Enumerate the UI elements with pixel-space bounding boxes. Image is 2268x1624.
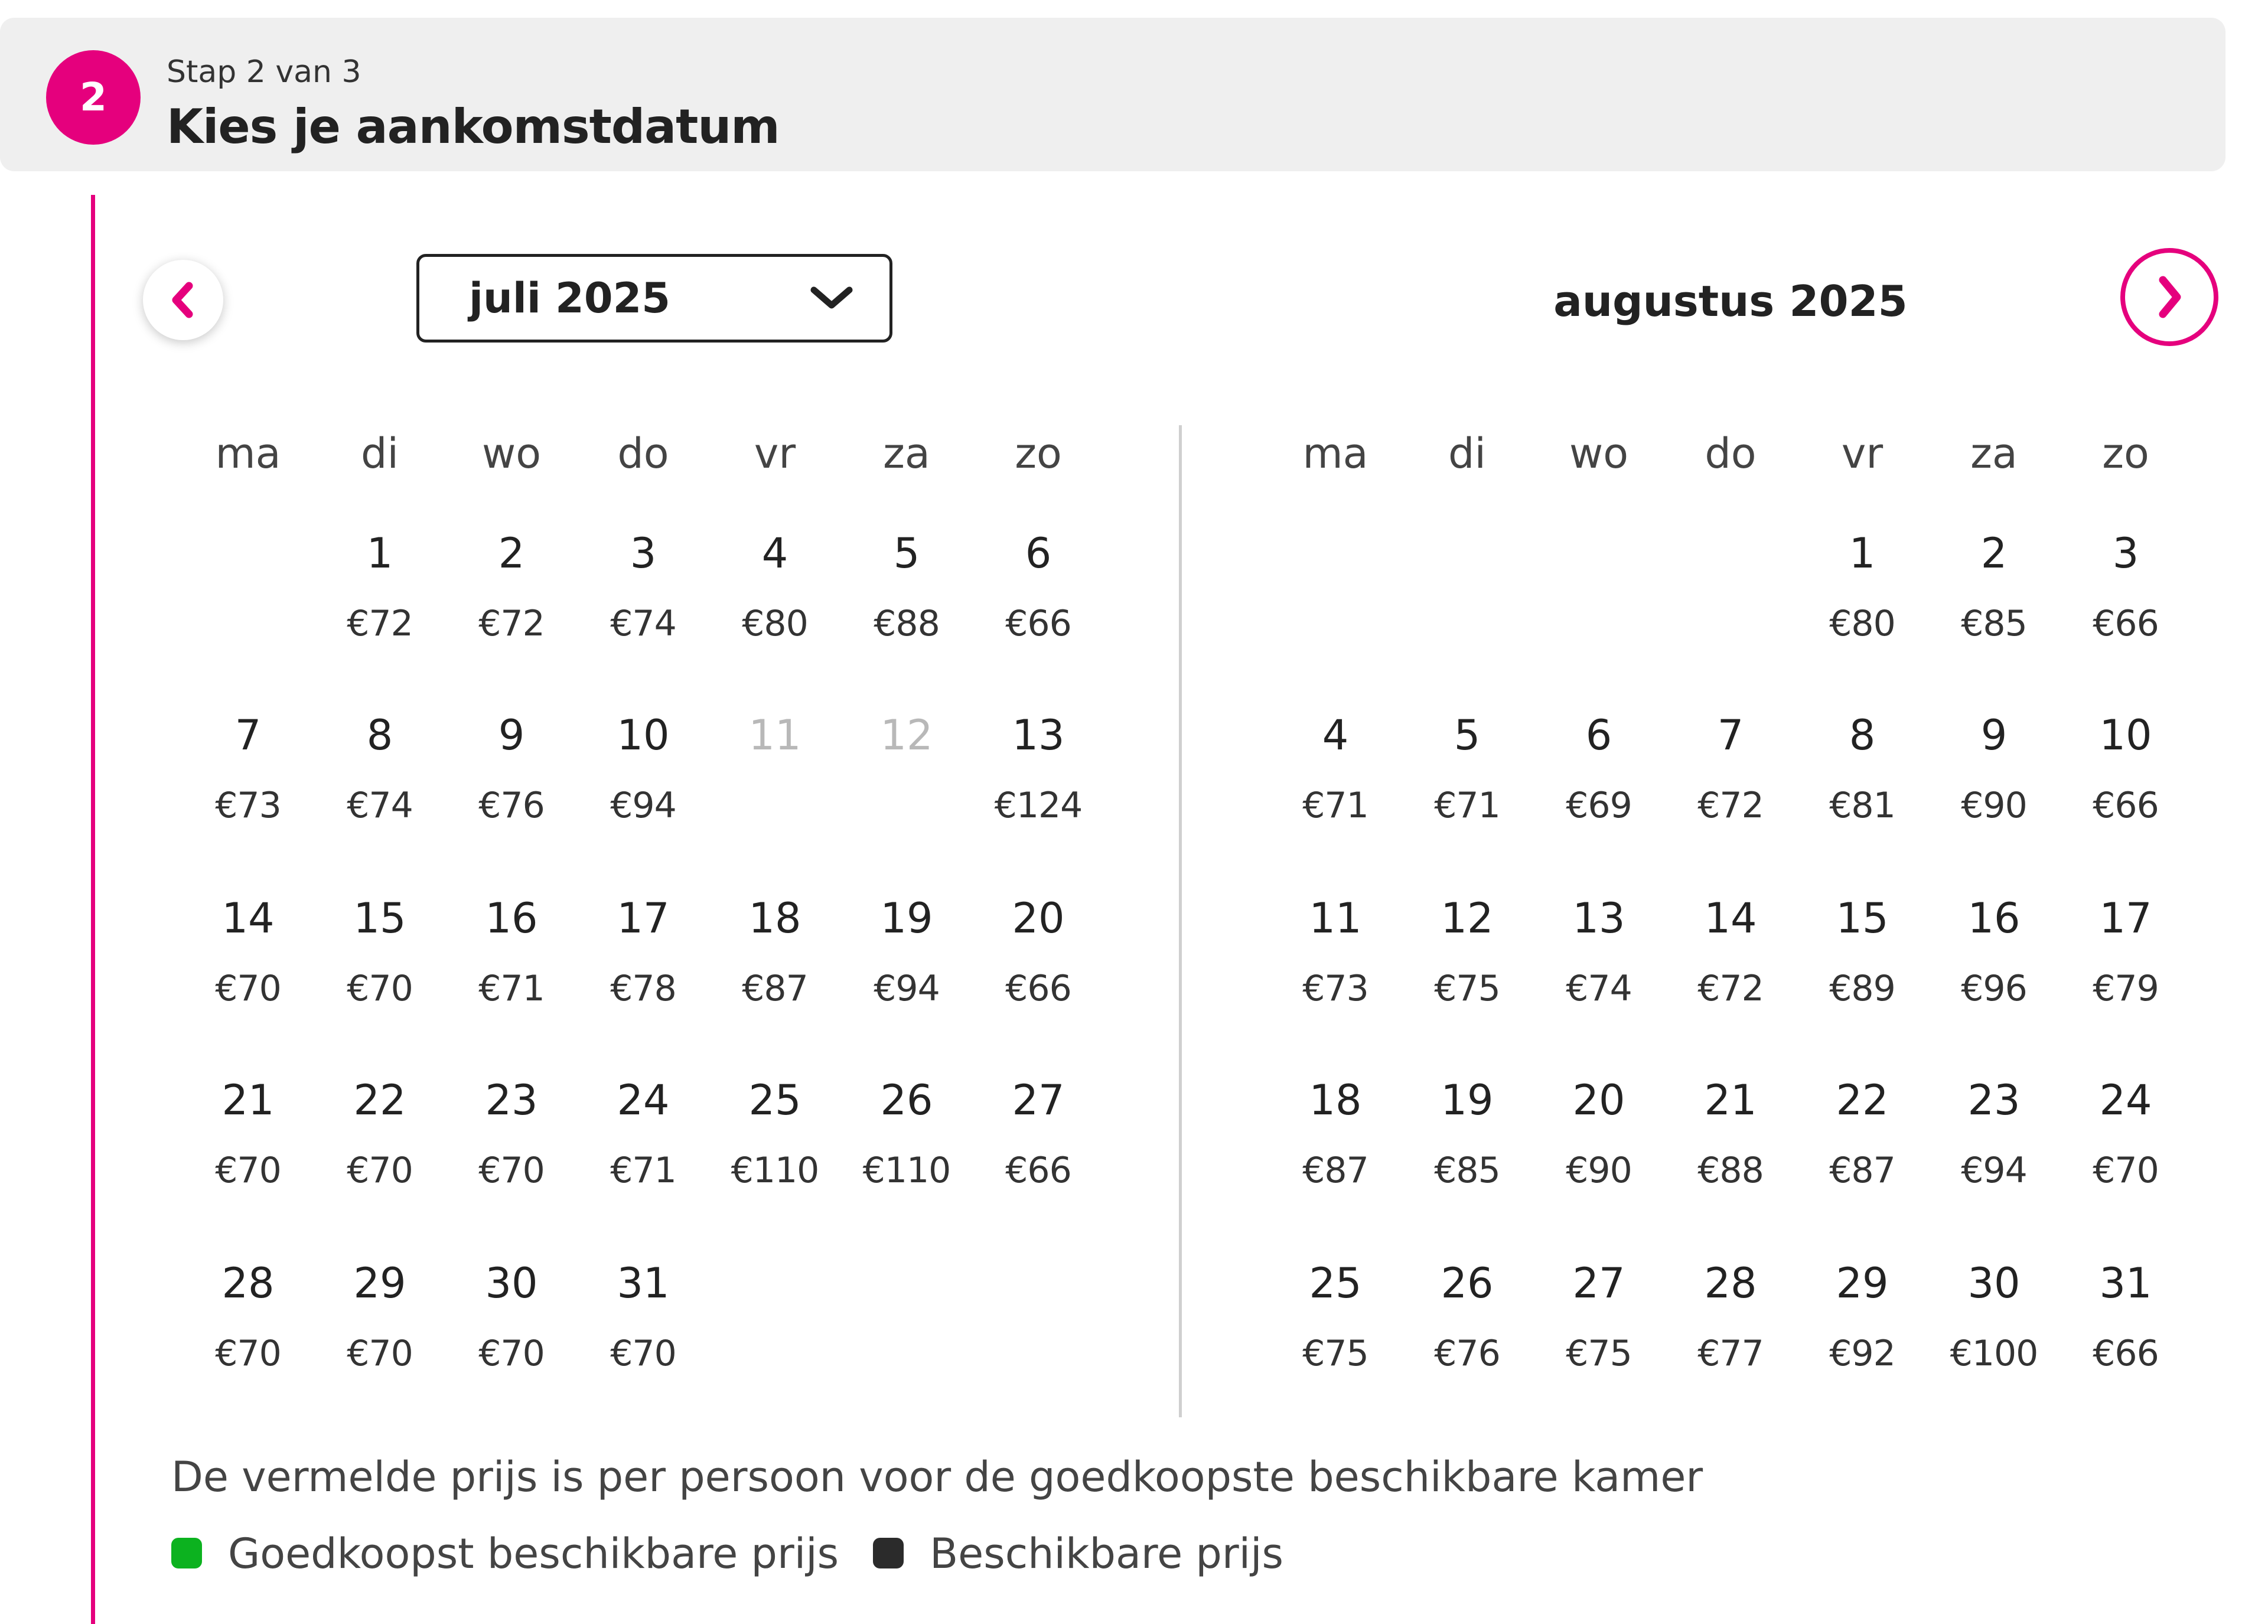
- day-price: €74: [610, 603, 676, 644]
- day-price: €90: [1566, 1150, 1632, 1191]
- calendar-day[interactable]: [842, 892, 972, 1012]
- day-price: €78: [610, 968, 676, 1009]
- day-number: 1: [366, 529, 393, 578]
- calendar-day[interactable]: [1797, 527, 1927, 647]
- day-number: 23: [485, 1076, 538, 1124]
- day-number: 7: [1717, 711, 1744, 759]
- month-divider: [1179, 425, 1182, 1417]
- day-price: €66: [2093, 1333, 2159, 1374]
- day-price: €96: [1961, 968, 2027, 1009]
- day-number: 20: [1012, 894, 1065, 943]
- day-number: 28: [1704, 1259, 1757, 1307]
- day-number: 31: [617, 1259, 670, 1307]
- day-price: €71: [478, 968, 545, 1009]
- next-month-button[interactable]: [2120, 248, 2218, 346]
- calendar-day[interactable]: [315, 1257, 445, 1377]
- calendar-day[interactable]: [1270, 1074, 1400, 1194]
- calendar-day[interactable]: [973, 709, 1103, 829]
- weekday-header: di: [361, 429, 399, 478]
- day-number: 6: [1025, 529, 1052, 578]
- day-number: 10: [617, 711, 670, 759]
- calendar-day[interactable]: [973, 1074, 1103, 1194]
- calendar-day[interactable]: [1666, 1074, 1795, 1194]
- day-number: 11: [748, 711, 801, 759]
- day-number: 15: [1836, 894, 1889, 943]
- legend-cheapest-label: Goedkoopst beschikbare prijs: [228, 1530, 839, 1578]
- day-price: €66: [1005, 968, 1071, 1009]
- calendar-day[interactable]: [2061, 527, 2191, 647]
- calendar-day[interactable]: [1402, 1074, 1532, 1194]
- calendar-day[interactable]: [183, 1074, 313, 1194]
- day-price: €81: [1829, 785, 1895, 826]
- day-number: 21: [221, 1076, 275, 1124]
- day-number: 9: [1980, 711, 2008, 759]
- day-number: 29: [353, 1259, 406, 1307]
- day-number: 15: [353, 894, 406, 943]
- day-number: 12: [880, 711, 933, 759]
- day-number: 18: [1309, 1076, 1362, 1124]
- day-price: €87: [1829, 1150, 1895, 1191]
- day-number: 30: [1967, 1259, 2021, 1307]
- day-number: 19: [1441, 1076, 1494, 1124]
- day-price: €73: [1302, 968, 1368, 1009]
- day-price: €85: [1961, 603, 2027, 644]
- calendar-day[interactable]: [447, 1074, 576, 1194]
- step-header: [0, 18, 2225, 171]
- day-price: €74: [1566, 968, 1632, 1009]
- day-price: €70: [478, 1150, 545, 1191]
- calendar-day[interactable]: [578, 1074, 708, 1194]
- day-number: 26: [880, 1076, 933, 1124]
- calendar-day[interactable]: [1270, 709, 1400, 829]
- weekday-header: do: [617, 429, 669, 478]
- day-number: 30: [485, 1259, 538, 1307]
- calendar-day[interactable]: [1534, 892, 1664, 1012]
- day-price: €87: [742, 968, 808, 1009]
- day-number: 24: [617, 1076, 670, 1124]
- calendar-day[interactable]: [447, 527, 576, 647]
- day-number: 11: [1309, 894, 1362, 943]
- day-price: €71: [1434, 785, 1500, 826]
- day-price: €80: [1829, 603, 1895, 644]
- available-price-swatch: [873, 1538, 904, 1568]
- price-legend: [171, 1530, 1283, 1578]
- day-number: 23: [1967, 1076, 2021, 1124]
- day-number: 12: [1441, 894, 1494, 943]
- calendar-day[interactable]: [1270, 892, 1400, 1012]
- day-number: 14: [1704, 894, 1757, 943]
- calendar-day[interactable]: [1534, 1074, 1664, 1194]
- calendar-day[interactable]: [1534, 1257, 1664, 1377]
- day-price: €85: [1434, 1150, 1500, 1191]
- calendar-day[interactable]: [1666, 1257, 1795, 1377]
- day-price: €70: [478, 1333, 545, 1374]
- day-number: 13: [1572, 894, 1625, 943]
- day-number: 29: [1836, 1259, 1889, 1307]
- day-number: 2: [498, 529, 525, 578]
- day-number: 5: [893, 529, 920, 578]
- cheapest-price-swatch: [171, 1538, 202, 1568]
- calendar-day[interactable]: [183, 709, 313, 829]
- calendar-day[interactable]: [710, 527, 840, 647]
- day-price: €66: [2093, 603, 2159, 644]
- calendar-day[interactable]: [1929, 1257, 2059, 1377]
- day-number: 1: [1849, 529, 1876, 578]
- day-number: 3: [2112, 529, 2139, 578]
- day-number: 4: [761, 529, 788, 578]
- price-note: De vermelde prijs is per persoon voor de goedkoopste beschikbare kamer: [171, 1453, 1703, 1501]
- calendar-day[interactable]: [973, 527, 1103, 647]
- day-price: €70: [215, 968, 281, 1009]
- chevron-down-icon: [808, 283, 855, 312]
- day-price: €87: [1302, 1150, 1368, 1191]
- weekday-header: ma: [215, 429, 281, 478]
- chevron-right-icon: [2125, 253, 2214, 341]
- day-number: 27: [1012, 1076, 1065, 1124]
- day-number: 7: [234, 711, 262, 759]
- calendar-day[interactable]: [578, 892, 708, 1012]
- day-price: €70: [610, 1333, 676, 1374]
- day-price: €88: [1697, 1150, 1764, 1191]
- calendar-day[interactable]: [315, 892, 445, 1012]
- day-price: €66: [1005, 603, 1071, 644]
- day-number: 22: [353, 1076, 406, 1124]
- calendar-day[interactable]: [1929, 892, 2059, 1012]
- step-title: Kies je aankomstdatum: [167, 99, 780, 154]
- day-number: 18: [748, 894, 801, 943]
- step-timeline-line: [91, 195, 95, 1624]
- day-number: 17: [2099, 894, 2152, 943]
- day-price: €72: [478, 603, 545, 644]
- day-price: €70: [215, 1333, 281, 1374]
- day-price: €90: [1961, 785, 2027, 826]
- day-price: €89: [1829, 968, 1895, 1009]
- day-number: 6: [1585, 711, 1612, 759]
- day-price: €110: [731, 1150, 819, 1191]
- calendar-day[interactable]: [1929, 709, 2059, 829]
- calendar-day[interactable]: [1797, 709, 1927, 829]
- weekday-header: za: [1970, 429, 2018, 478]
- day-price: €66: [1005, 1150, 1071, 1191]
- day-number: 26: [1441, 1259, 1494, 1307]
- calendar-day[interactable]: [710, 1074, 840, 1194]
- calendar-day[interactable]: [578, 709, 708, 829]
- day-price: €75: [1434, 968, 1500, 1009]
- day-price: €94: [1961, 1150, 2027, 1191]
- day-price: €70: [215, 1150, 281, 1191]
- calendar-day[interactable]: [578, 1257, 708, 1377]
- weekday-header: zo: [1015, 429, 1062, 478]
- day-price: €72: [1697, 785, 1764, 826]
- calendar-day[interactable]: [315, 527, 445, 647]
- weekday-header: wo: [481, 429, 542, 478]
- day-price: €72: [1697, 968, 1764, 1009]
- weekday-header: wo: [1569, 429, 1629, 478]
- day-number: 8: [366, 711, 393, 759]
- calendar-day[interactable]: [183, 1257, 313, 1377]
- calendar-day[interactable]: [447, 892, 576, 1012]
- calendar-day[interactable]: [2061, 1257, 2191, 1377]
- day-price: €100: [1950, 1333, 2038, 1374]
- day-number: 13: [1012, 711, 1065, 759]
- day-number: 16: [485, 894, 538, 943]
- calendar-day[interactable]: [183, 892, 313, 1012]
- weekday-header: za: [883, 429, 930, 478]
- day-price: €66: [2093, 785, 2159, 826]
- calendar-day[interactable]: [1797, 1257, 1927, 1377]
- weekday-header: zo: [2102, 429, 2149, 478]
- calendar-day[interactable]: [842, 1074, 972, 1194]
- day-price: €76: [478, 785, 545, 826]
- day-number: 22: [1836, 1076, 1889, 1124]
- calendar-day[interactable]: [1534, 709, 1664, 829]
- calendar-day[interactable]: [578, 527, 708, 647]
- calendar-day[interactable]: [1929, 527, 2059, 647]
- calendar-day[interactable]: [315, 709, 445, 829]
- day-price: €71: [1302, 785, 1368, 826]
- day-number: 20: [1572, 1076, 1625, 1124]
- weekday-header: vr: [754, 429, 796, 478]
- day-number: 27: [1572, 1259, 1625, 1307]
- day-number: 2: [1980, 529, 2008, 578]
- day-number: 14: [221, 894, 275, 943]
- day-number: 4: [1322, 711, 1349, 759]
- calendar-day[interactable]: [1797, 892, 1927, 1012]
- day-number: 3: [630, 529, 657, 578]
- day-price: €75: [1566, 1333, 1632, 1374]
- weekday-header: ma: [1302, 429, 1368, 478]
- day-price: €70: [347, 1333, 413, 1374]
- day-number: 25: [748, 1076, 801, 1124]
- legend-available-label: Beschikbare prijs: [930, 1530, 1284, 1578]
- day-price: €110: [862, 1150, 951, 1191]
- month-select-value: juli 2025: [469, 274, 671, 322]
- previous-month-button[interactable]: [143, 260, 223, 340]
- calendar-day[interactable]: [2061, 709, 2191, 829]
- calendar-day[interactable]: [1797, 1074, 1927, 1194]
- day-price: €79: [2093, 968, 2159, 1009]
- chevron-left-icon: [143, 260, 223, 340]
- day-number: 9: [498, 711, 525, 759]
- day-price: €124: [994, 785, 1083, 826]
- calendar-day[interactable]: [447, 1257, 576, 1377]
- day-number: 25: [1309, 1259, 1362, 1307]
- day-price: €88: [874, 603, 940, 644]
- day-price: €80: [742, 603, 808, 644]
- weekday-header: di: [1448, 429, 1486, 478]
- calendar-day[interactable]: [842, 527, 972, 647]
- day-price: €73: [215, 785, 281, 826]
- day-price: €74: [347, 785, 413, 826]
- calendar-day[interactable]: [1402, 892, 1532, 1012]
- calendar-day[interactable]: [1270, 1257, 1400, 1377]
- day-price: €70: [2093, 1150, 2159, 1191]
- day-number: 8: [1849, 711, 1876, 759]
- day-price: €70: [347, 968, 413, 1009]
- day-price: €72: [347, 603, 413, 644]
- step-number-badge: 2: [46, 50, 141, 145]
- calendar-day[interactable]: [447, 709, 576, 829]
- day-number: 24: [2099, 1076, 2152, 1124]
- day-number: 5: [1454, 711, 1481, 759]
- day-price: €71: [610, 1150, 676, 1191]
- calendar-day[interactable]: [2061, 1074, 2191, 1194]
- calendar-day[interactable]: [1929, 1074, 2059, 1194]
- day-number: 10: [2099, 711, 2152, 759]
- day-price: €75: [1302, 1333, 1368, 1374]
- calendar-day[interactable]: [1666, 892, 1795, 1012]
- calendar-day[interactable]: [315, 1074, 445, 1194]
- day-price: €94: [874, 968, 940, 1009]
- calendar-day[interactable]: [973, 892, 1103, 1012]
- calendar-day: [842, 709, 972, 782]
- calendar-day[interactable]: [2061, 892, 2191, 1012]
- calendar-day[interactable]: [1402, 709, 1532, 829]
- step-progress-label: Stap 2 van 3: [167, 54, 361, 90]
- second-month-title: augustus 2025: [1553, 276, 1908, 326]
- day-price: €92: [1829, 1333, 1895, 1374]
- day-price: €70: [347, 1150, 413, 1191]
- calendar-day[interactable]: [1402, 1257, 1532, 1377]
- day-number: 19: [880, 894, 933, 943]
- day-number: 21: [1704, 1076, 1757, 1124]
- day-price: €76: [1434, 1333, 1500, 1374]
- day-price: €94: [610, 785, 676, 826]
- calendar-day[interactable]: [1666, 709, 1795, 829]
- day-number: 16: [1967, 894, 2021, 943]
- day-price: €77: [1697, 1333, 1764, 1374]
- weekday-header: vr: [1841, 429, 1884, 478]
- calendar-day: [710, 709, 840, 782]
- day-price: €69: [1566, 785, 1632, 826]
- day-number: 17: [617, 894, 670, 943]
- weekday-header: do: [1705, 429, 1757, 478]
- day-number: 31: [2099, 1259, 2152, 1307]
- day-number: 28: [221, 1259, 275, 1307]
- calendar-day[interactable]: [710, 892, 840, 1012]
- month-select[interactable]: [416, 254, 892, 343]
